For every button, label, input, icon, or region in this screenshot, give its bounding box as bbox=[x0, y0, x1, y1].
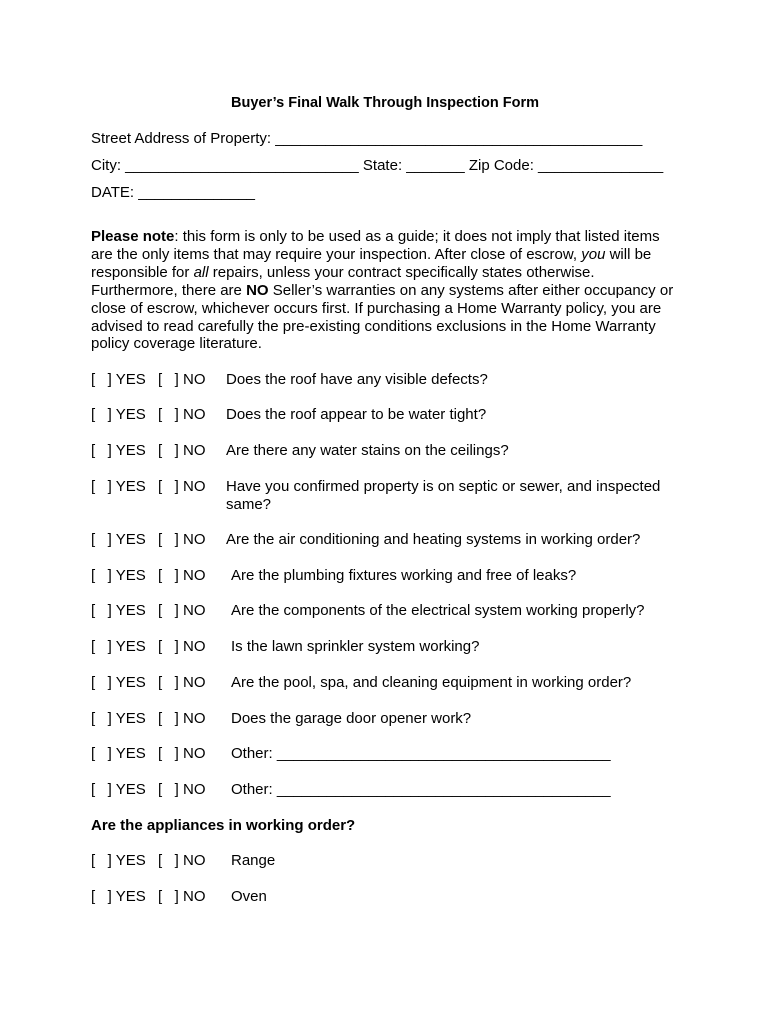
no-checkbox[interactable]: [ ] NO bbox=[158, 602, 206, 619]
form-title: Buyer’s Final Walk Through Inspection Form bbox=[230, 95, 540, 111]
appliance-text: Oven bbox=[231, 888, 267, 905]
appliances-heading: Are the appliances in working order? bbox=[91, 817, 356, 834]
question-text: Does the roof appear to be water tight? bbox=[226, 406, 487, 423]
note-line-6: advised to read carefully the pre-existing conditions exclusions in the Home Warranty bbox=[91, 317, 656, 335]
question-text: Does the roof have any visible defects? bbox=[226, 371, 488, 388]
question-text: Are the pool, spa, and cleaning equipment in working order? bbox=[231, 674, 632, 691]
yes-checkbox[interactable]: [ ] YES bbox=[91, 852, 146, 869]
yes-checkbox[interactable]: [ ] YES bbox=[91, 888, 146, 905]
no-checkbox[interactable]: [ ] NO bbox=[158, 710, 206, 727]
note-line-3-emphasis: all bbox=[193, 263, 209, 281]
city-state-zip-field[interactable]: City: ____________________________ State: _______ Zip Code: _______________ bbox=[91, 157, 664, 174]
appliance-text: Range bbox=[231, 852, 276, 869]
date-field[interactable]: DATE: ______________ bbox=[91, 184, 256, 201]
note-line-3b: repairs, unless your contract specifically states otherwise. bbox=[208, 263, 595, 281]
yes-checkbox[interactable]: [ ] YES bbox=[91, 531, 146, 548]
yes-checkbox[interactable]: [ ] YES bbox=[91, 567, 146, 584]
note-line-4a: Furthermore, there are bbox=[91, 281, 247, 299]
no-checkbox[interactable]: [ ] NO bbox=[158, 638, 206, 655]
note-lead: Please note bbox=[91, 228, 175, 245]
question-text: Does the garage door opener work? bbox=[231, 710, 472, 727]
street-address-field[interactable]: Street Address of Property: ____________________________________________ bbox=[91, 130, 643, 147]
no-checkbox[interactable]: [ ] NO bbox=[158, 674, 206, 691]
note-line-2b: will be bbox=[605, 245, 652, 263]
no-checkbox[interactable]: [ ] NO bbox=[158, 442, 206, 459]
no-checkbox[interactable]: [ ] NO bbox=[158, 745, 206, 762]
other-field[interactable]: Other: ________________________________________ bbox=[231, 745, 611, 762]
yes-checkbox[interactable]: [ ] YES bbox=[91, 602, 146, 619]
note-line-4b: Seller’s warranties on any systems after either occupancy or bbox=[268, 281, 674, 299]
no-checkbox[interactable]: [ ] NO bbox=[158, 478, 206, 495]
no-checkbox[interactable]: [ ] NO bbox=[158, 371, 206, 388]
other-field[interactable]: Other: ________________________________________ bbox=[231, 781, 611, 798]
note-line-2a: are the only items that may require your inspection. After close of escrow, bbox=[91, 245, 582, 263]
question-text: Have you confirmed property is on septic or sewer, and inspected bbox=[226, 478, 661, 495]
yes-checkbox[interactable]: [ ] YES bbox=[91, 406, 146, 423]
note-line-7: policy coverage literature. bbox=[91, 335, 262, 353]
note-line-3a: responsible for bbox=[91, 263, 194, 281]
no-checkbox[interactable]: [ ] NO bbox=[158, 781, 206, 798]
question-text-continued: same? bbox=[226, 496, 272, 513]
yes-checkbox[interactable]: [ ] YES bbox=[91, 371, 146, 388]
no-checkbox[interactable]: [ ] NO bbox=[158, 852, 206, 869]
yes-checkbox[interactable]: [ ] YES bbox=[91, 478, 146, 495]
question-text: Are the plumbing fixtures working and free of leaks? bbox=[231, 567, 577, 584]
note-line-4-strong: NO bbox=[246, 281, 269, 299]
question-text: Are there any water stains on the ceilings? bbox=[226, 442, 509, 459]
yes-checkbox[interactable]: [ ] YES bbox=[91, 442, 146, 459]
yes-checkbox[interactable]: [ ] YES bbox=[91, 781, 146, 798]
yes-checkbox[interactable]: [ ] YES bbox=[91, 638, 146, 655]
yes-checkbox[interactable]: [ ] YES bbox=[91, 674, 146, 691]
yes-checkbox[interactable]: [ ] YES bbox=[91, 710, 146, 727]
no-checkbox[interactable]: [ ] NO bbox=[158, 406, 206, 423]
no-checkbox[interactable]: [ ] NO bbox=[158, 567, 206, 584]
question-text: Are the components of the electrical system working properly? bbox=[231, 602, 645, 619]
note-line-5: close of escrow, whichever occurs first. If purchasing a Home Warranty policy, you are bbox=[91, 299, 662, 317]
question-text: Are the air conditioning and heating systems in working order? bbox=[226, 531, 641, 548]
note-line-1: : this form is only to be used as a guide; it does not imply that listed items bbox=[174, 228, 660, 245]
no-checkbox[interactable]: [ ] NO bbox=[158, 531, 206, 548]
yes-checkbox[interactable]: [ ] YES bbox=[91, 745, 146, 762]
no-checkbox[interactable]: [ ] NO bbox=[158, 888, 206, 905]
please-note-paragraph bbox=[91, 228, 691, 353]
question-text: Is the lawn sprinkler system working? bbox=[231, 638, 480, 655]
note-line-2-emphasis: you bbox=[581, 245, 606, 263]
